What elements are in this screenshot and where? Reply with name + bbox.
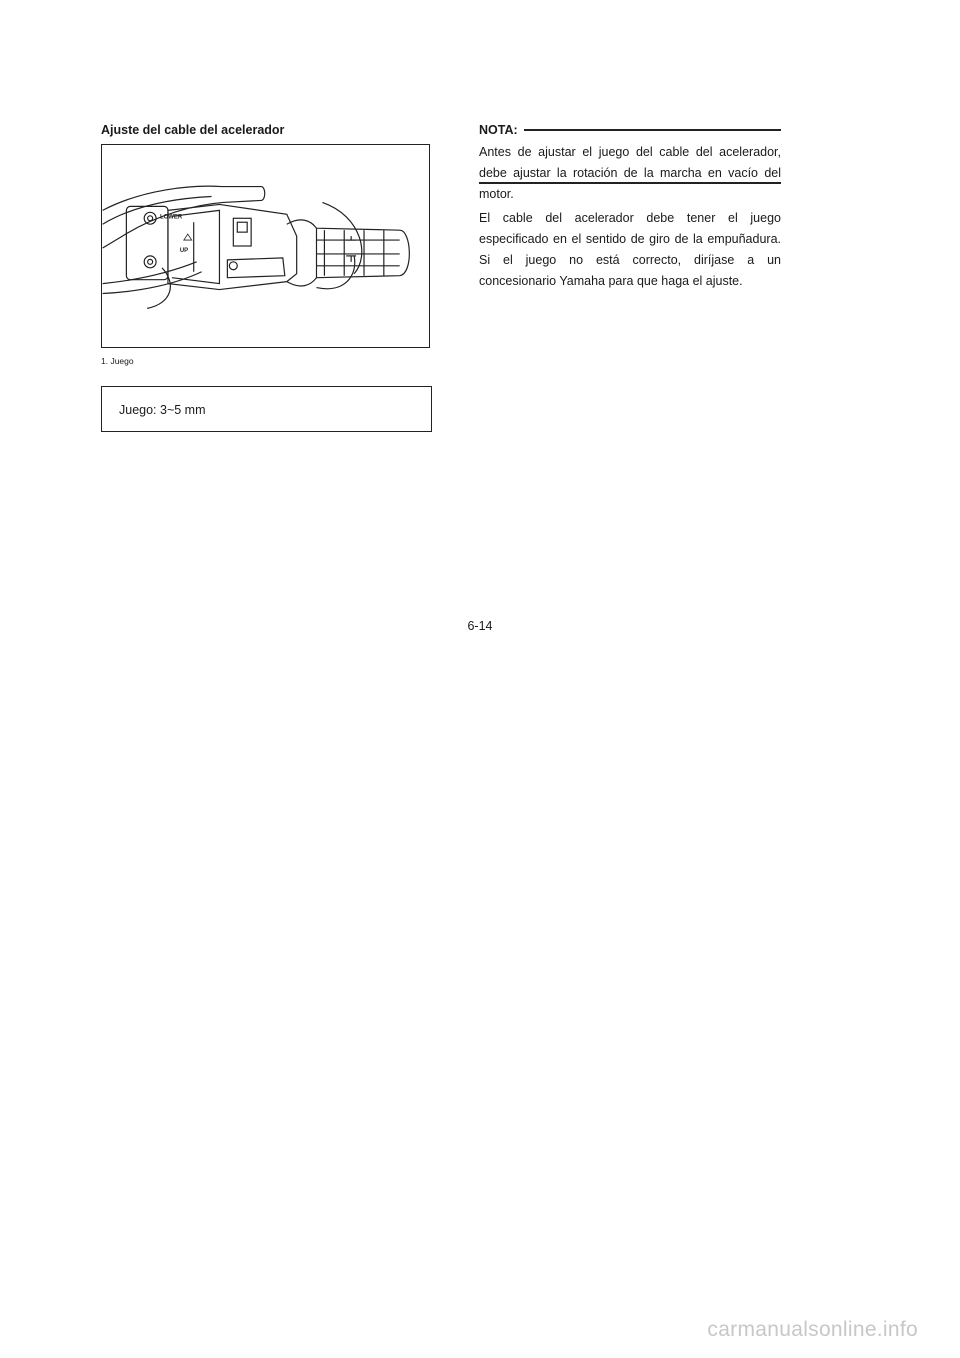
note-top-rule xyxy=(524,129,781,131)
up-label: UP xyxy=(179,247,189,254)
lower-label: LOWER xyxy=(160,214,183,221)
note-heading xyxy=(479,123,781,137)
watermark: carmanualsonline.info xyxy=(707,1318,918,1341)
note-bottom-rule xyxy=(479,182,781,184)
section-title: Ajuste del cable del acelerador xyxy=(101,123,285,137)
body-paragraph: El cable del acelerador debe tener el juego especificado en el sentido de giro de la empuñadura. Si el juego no está correcto, diríjase a un concesionario Yamaha para que haga el ajuste. xyxy=(479,211,781,288)
spec-box xyxy=(101,386,432,432)
note-text: Antes de ajustar el juego del cable del acelerador, debe ajustar la rotación de la marcha en vacío del motor. xyxy=(479,145,781,201)
figure-caption: 1. Juego xyxy=(101,356,134,366)
note-label: NOTA: xyxy=(479,123,518,137)
throttle-grip-illustration xyxy=(102,145,429,347)
page-number: 6-14 xyxy=(467,619,493,633)
throttle-figure xyxy=(101,144,430,348)
spec-value: Juego: 3~5 mm xyxy=(119,403,206,417)
